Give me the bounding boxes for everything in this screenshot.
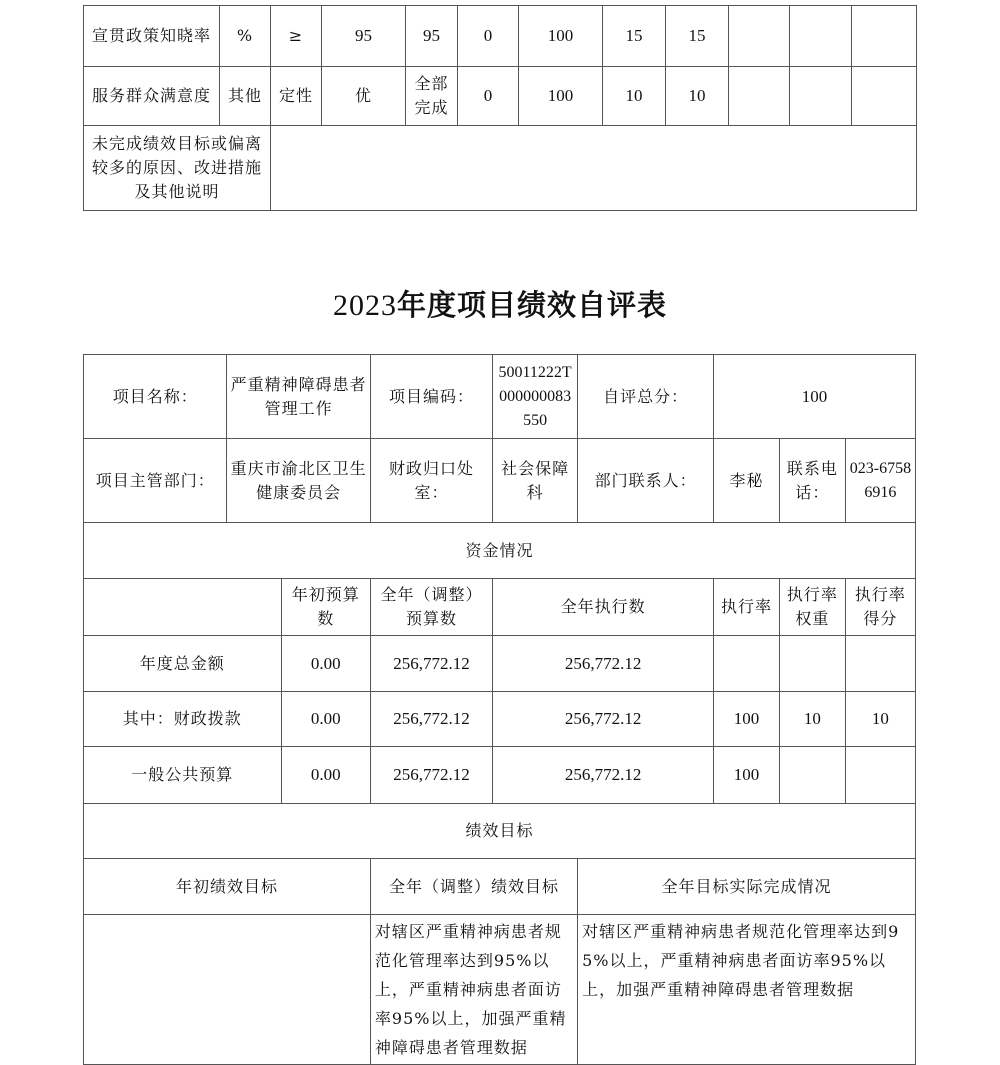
- department-row: [84, 439, 916, 523]
- funds-row-label: 年度总金额: [84, 636, 282, 692]
- funds-rate: [714, 636, 780, 692]
- dept-label: 项目主管部门：: [84, 439, 227, 523]
- indicator-score: 10: [666, 67, 729, 126]
- indicator-name: 宣贯政策知晓率: [84, 6, 220, 67]
- indicator-target: 95: [322, 6, 406, 67]
- funds-weight: 10: [779, 692, 845, 747]
- funds-score: [845, 747, 915, 804]
- explanation-row: [84, 126, 917, 211]
- empty-cell: [84, 579, 282, 636]
- indicator-weight: 10: [603, 67, 666, 126]
- indicator-deviation: 0: [458, 6, 519, 67]
- indicator-name: 服务群众满意度: [84, 67, 220, 126]
- dept: 重庆市渝北区卫生健康委员会: [227, 439, 370, 523]
- funds-initial: 0.00: [281, 636, 370, 692]
- funds-rate: 100: [714, 692, 780, 747]
- funds-initial: 0.00: [281, 692, 370, 747]
- contact-label: 部门联系人：: [578, 439, 714, 523]
- empty-cell: [790, 67, 852, 126]
- indicator-operator: 定性: [271, 67, 322, 126]
- title-text: 年度项目绩效自评表: [396, 288, 667, 322]
- funds-row-label: 一般公共预算: [84, 747, 282, 804]
- goal-adjusted: 对辖区严重精神病患者规范化管理率达到95%以上，严重精神病患者面访率95%以上，加强严重精神障碍患者管理数据: [370, 915, 577, 1065]
- goals-col-actual: 全年目标实际完成情况: [578, 859, 916, 915]
- explanation-label: 未完成绩效目标或偏离较多的原因、改进措施及其他说明: [84, 126, 271, 211]
- funds-row-label: 其中：财政拨款: [84, 692, 282, 747]
- title-year: 2023: [332, 289, 397, 322]
- project-name: 严重精神障碍患者管理工作: [227, 355, 370, 439]
- finance: 社会保障科: [493, 439, 578, 523]
- indicator-actual: 95: [406, 6, 458, 67]
- goals-header: 绩效目标: [84, 804, 916, 859]
- funds-header-row: [84, 523, 916, 579]
- project-name-label: 项目名称：: [84, 355, 227, 439]
- goal-actual: 对辖区严重精神病患者规范化管理率达到95%以上，严重精神病患者面访率95%以上，加强严重精神障碍患者管理数据: [578, 915, 916, 1065]
- empty-cell: [729, 67, 790, 126]
- funds-score: 10: [845, 692, 915, 747]
- funds-rate: 100: [714, 747, 780, 804]
- indicator-deviation: 0: [458, 67, 519, 126]
- goals-header-row: [84, 804, 916, 859]
- indicator-row: [84, 67, 917, 126]
- indicator-completion: 100: [519, 6, 603, 67]
- indicator-weight: 15: [603, 6, 666, 67]
- funds-adjusted: 256,772.12: [370, 636, 492, 692]
- page-title: [0, 283, 1000, 324]
- funds-row: [84, 692, 916, 747]
- indicator-target: 优: [322, 67, 406, 126]
- project-code-label: 项目编码：: [388, 386, 474, 406]
- funds-col-weight: 执行率权重: [779, 579, 845, 636]
- funds-col-adjusted: 全年（调整）预算数: [370, 579, 492, 636]
- goals-content-row: [84, 915, 916, 1065]
- indicator-unit: 其他: [220, 67, 271, 126]
- phone-label: 联系电话：: [779, 439, 845, 523]
- empty-cell: [852, 67, 917, 126]
- contact: 李秘: [714, 439, 780, 523]
- funds-weight: [779, 636, 845, 692]
- finance-label: 财政归口处室：: [370, 439, 492, 523]
- performance-self-evaluation-table: [83, 354, 916, 1065]
- project-info-row: [84, 355, 916, 439]
- funds-executed: 256,772.12: [493, 747, 714, 804]
- funds-col-initial: 年初预算数: [281, 579, 370, 636]
- funds-initial: 0.00: [281, 747, 370, 804]
- funds-executed: 256,772.12: [493, 636, 714, 692]
- indicator-completion: 100: [519, 67, 603, 126]
- goal-initial: [84, 915, 371, 1065]
- self-score: 100: [714, 355, 916, 439]
- indicator-score: 15: [666, 6, 729, 67]
- empty-cell: [729, 6, 790, 67]
- empty-cell: [852, 6, 917, 67]
- goals-col-adjusted: 全年（调整）绩效目标: [370, 859, 577, 915]
- explanation-content: [271, 126, 917, 211]
- self-score-label: 自评总分：: [578, 355, 714, 439]
- indicator-row: [84, 6, 917, 67]
- funds-score: [845, 636, 915, 692]
- empty-cell: [790, 6, 852, 67]
- funds-executed: 256,772.12: [493, 692, 714, 747]
- project-code: 50011222T000000083550: [493, 355, 578, 439]
- funds-row: [84, 636, 916, 692]
- funds-col-rate: 执行率: [714, 579, 780, 636]
- funds-col-score: 执行率得分: [845, 579, 915, 636]
- funds-weight: [779, 747, 845, 804]
- funds-row: [84, 747, 916, 804]
- goals-columns-row: [84, 859, 916, 915]
- indicator-actual: 全部完成: [406, 67, 458, 126]
- funds-col-executed: 全年执行数: [493, 579, 714, 636]
- project-code-cell: [370, 355, 492, 439]
- funds-header: 资金情况: [84, 523, 916, 579]
- indicator-unit: %: [220, 6, 271, 67]
- funds-adjusted: 256,772.12: [370, 692, 492, 747]
- previous-page-indicator-table: [83, 5, 917, 211]
- funds-adjusted: 256,772.12: [370, 747, 492, 804]
- goals-col-initial: 年初绩效目标: [84, 859, 371, 915]
- funds-columns-row: [84, 579, 916, 636]
- phone: 023-67586916: [845, 439, 915, 523]
- indicator-operator: ≥: [271, 6, 322, 67]
